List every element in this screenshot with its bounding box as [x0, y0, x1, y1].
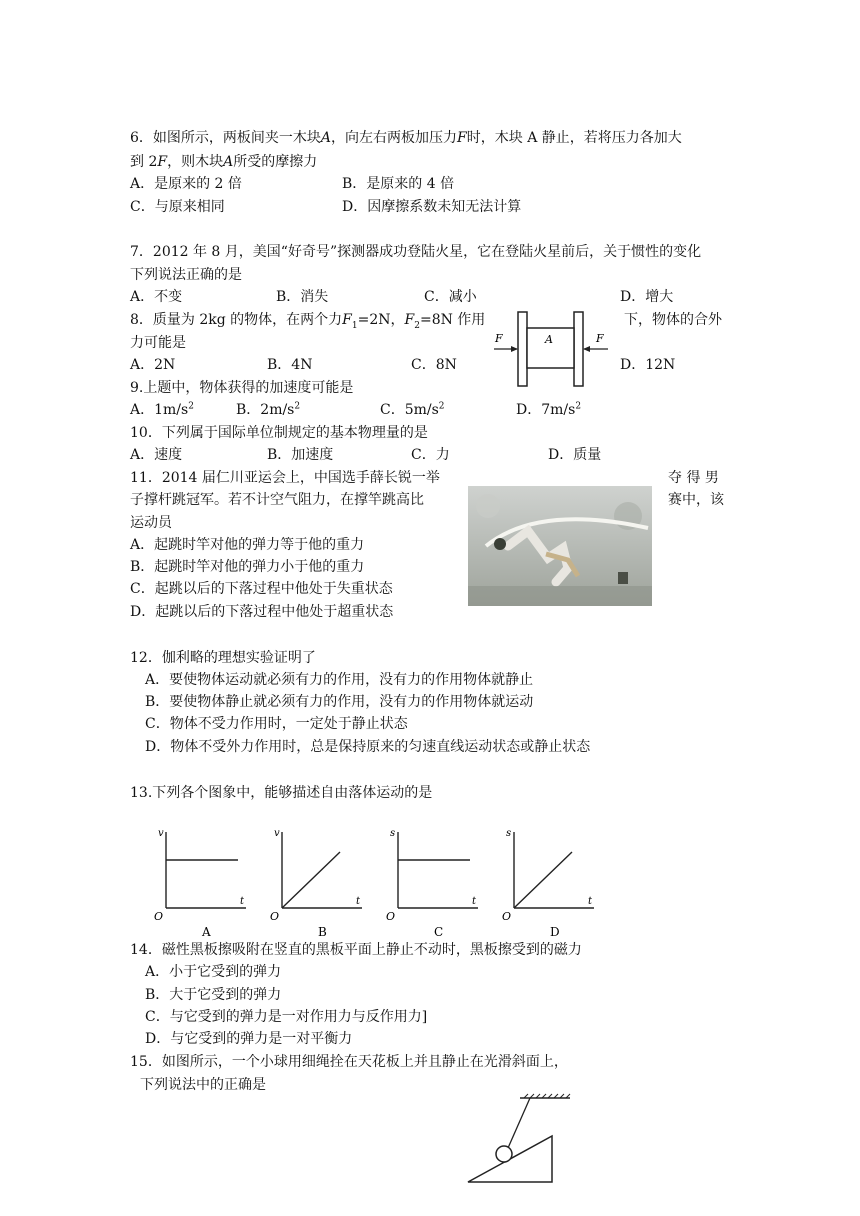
graph-caption: D — [550, 925, 560, 939]
q8-stem-line1-end: 下，物体的合外 — [624, 312, 722, 328]
q11-option-a: A．起跳时竿对他的弹力等于他的重力 — [130, 537, 365, 553]
q14-stem: 14．磁性黑板擦吸附在竖直的黑板平面上静止不动时，黑板擦受到的磁力 — [130, 942, 582, 958]
text: 8．质量为 2kg 的物体，在两个力 — [130, 312, 343, 328]
q6-option-b: B．是原来的 4 倍 — [342, 176, 455, 192]
left-arrow-head — [511, 346, 518, 352]
q9-option-a — [130, 400, 194, 420]
q11-stem-line2-end: 赛中，该 — [668, 492, 724, 508]
var-A: A — [223, 154, 234, 170]
graph-a — [150, 824, 250, 942]
q11-stem-line1-end: 夺 得 男 — [668, 470, 719, 486]
graph-c — [382, 824, 482, 942]
text: =8N 作用 — [419, 312, 486, 328]
text: B．2m/s — [236, 402, 295, 418]
q9-option-b — [236, 400, 300, 420]
var-A: A — [320, 130, 332, 146]
subscript: 1 — [351, 320, 358, 331]
rope — [508, 1098, 530, 1148]
y-label: v — [158, 828, 164, 839]
q7-stem-line1: 7．2012 年 8 月，美国“好奇号”探测器成功登陆火星，它在登陆火星前后，关于惯性的变化 — [130, 244, 702, 260]
origin-label: O — [270, 910, 280, 923]
text: ，向左右两板加压力 — [331, 130, 458, 146]
var-F: F — [157, 154, 168, 170]
text: ，则木块 — [167, 154, 224, 170]
q13-graphs — [150, 824, 630, 944]
pole-vault-scene — [468, 486, 652, 606]
q7-option-d: D．增大 — [620, 289, 674, 305]
y-label: s — [506, 828, 512, 839]
q12-option-c: C．物体不受力作用时，一定处于静止状态 — [145, 716, 408, 732]
fig-label-a: A — [545, 333, 553, 346]
q14-option-c: C．与它受到的弹力是一对作用力与反作用力] — [145, 1009, 428, 1025]
text: D．7m/s — [516, 402, 576, 418]
q12-stem: 12．伽利略的理想实验证明了 — [130, 650, 316, 666]
q8-option-d: D．12N — [620, 357, 676, 373]
superscript: 2 — [438, 401, 445, 412]
fig-label-f-right: F — [596, 332, 604, 345]
x-label: t — [472, 896, 477, 907]
text: A．1m/s — [130, 402, 189, 418]
q8-option-b: B．4N — [267, 357, 313, 373]
q11-stem-line3: 运动员 — [130, 515, 172, 531]
q11-option-c: C．起跳以后的下落过程中他处于失重状态 — [130, 581, 393, 597]
q8-stem-line1 — [130, 310, 485, 330]
q6-stem-line2 — [130, 152, 317, 172]
var-F: F — [404, 312, 415, 328]
ball — [496, 1146, 512, 1162]
q14-option-b: B．大于它受到的弹力 — [145, 987, 282, 1003]
q7-option-a: A．不变 — [130, 289, 183, 305]
x-label: t — [356, 896, 361, 907]
superscript: 2 — [575, 401, 582, 412]
text: 所受的摩擦力 — [233, 154, 318, 170]
text: 时，木块 A 静止，若将压力各加大 — [466, 130, 682, 146]
q14-option-a: A．小于它受到的弹力 — [145, 964, 282, 980]
graph-line — [282, 852, 340, 908]
q14-option-d: D．与它受到的弹力是一对平衡力 — [145, 1031, 353, 1047]
q6-option-a: A．是原来的 2 倍 — [130, 176, 242, 192]
text: C．5m/s — [380, 402, 439, 418]
graph-line — [514, 852, 572, 908]
q8-option-a: A．2N — [130, 357, 176, 373]
two-plates-figure — [490, 308, 614, 390]
origin-label: O — [386, 910, 396, 923]
graph-caption: A — [202, 925, 211, 939]
superscript: 2 — [294, 401, 301, 412]
left-plate — [518, 312, 527, 386]
q10-option-a: A．速度 — [130, 447, 183, 463]
superscript: 2 — [188, 401, 194, 412]
var-F: F — [342, 312, 352, 328]
graph-b — [266, 824, 366, 942]
text: 6．如图所示，两板间夹一木块 — [130, 130, 321, 146]
q10-stem: 10．下列属于国际单位制规定的基本物理量的是 — [130, 425, 428, 441]
subscript: 2 — [414, 320, 420, 331]
q7-option-b: B．消失 — [276, 289, 329, 305]
q6-option-d: D．因摩擦系数未知无法计算 — [342, 199, 522, 215]
q6-stem-line1 — [130, 128, 682, 148]
q15-stem-line1: 15．如图所示，一个小球用细绳拴在天花板上并且静止在光滑斜面上， — [130, 1054, 568, 1070]
fig-label-f-left: F — [495, 332, 503, 345]
q11-stem-line2: 子撑杆跳冠军。若不计空气阻力，在撑竿跳高比 — [130, 492, 424, 508]
text: =2N， — [357, 312, 405, 328]
x-label: t — [588, 896, 593, 907]
graph-d — [498, 824, 598, 942]
q10-option-c: C．力 — [411, 447, 450, 463]
q7-option-c: C．减小 — [424, 289, 477, 305]
q12-option-b: B．要使物体静止就必须有力的作用，没有力的作用物体就运动 — [145, 694, 534, 710]
q11-option-b: B．起跳时竿对他的弹力小于他的重力 — [130, 559, 365, 575]
right-arrow-head — [583, 346, 590, 352]
q9-option-c — [380, 400, 445, 420]
q12-option-d: D．物体不受外力作用时，总是保持原来的匀速直线运动状态或静止状态 — [145, 739, 591, 755]
q15-stem-line2: 下列说法中的正确是 — [140, 1077, 266, 1093]
q7-stem-line2: 下列说法正确的是 — [130, 267, 242, 283]
q6-option-c: C．与原来相同 — [130, 199, 225, 215]
x-label: t — [240, 896, 245, 907]
graph-caption: B — [318, 925, 327, 939]
text: 到 2 — [130, 154, 158, 170]
q10-option-b: B．加速度 — [267, 447, 334, 463]
q11-option-d: D．起跳以后的下落过程中他处于超重状态 — [130, 604, 394, 620]
q9-option-d — [516, 400, 581, 420]
origin-label: O — [502, 910, 512, 923]
q8-stem-line2: 力可能是 — [130, 335, 186, 351]
q9-stem: 9.上题中，物体获得的加速度可能是 — [130, 380, 354, 396]
q8-option-c: C．8N — [411, 357, 457, 373]
y-label: v — [274, 828, 280, 839]
q13-stem: 13.下列各个图象中，能够描述自由落体运动的是 — [130, 785, 433, 801]
pole-vault-photo — [468, 486, 652, 606]
q12-option-a: A．要使物体运动就必须有力的作用，没有力的作用物体就静止 — [145, 672, 534, 688]
var-F: F — [457, 130, 467, 146]
y-label: s — [390, 828, 396, 839]
right-plate — [574, 312, 583, 386]
q11-stem-line1: 11．2014 届仁川亚运会上，中国选手薛长锐一举 — [130, 470, 440, 486]
origin-label: O — [154, 910, 164, 923]
graph-caption: C — [434, 925, 444, 939]
ball-on-incline-figure — [464, 1094, 580, 1186]
q10-option-d: D．质量 — [548, 447, 602, 463]
